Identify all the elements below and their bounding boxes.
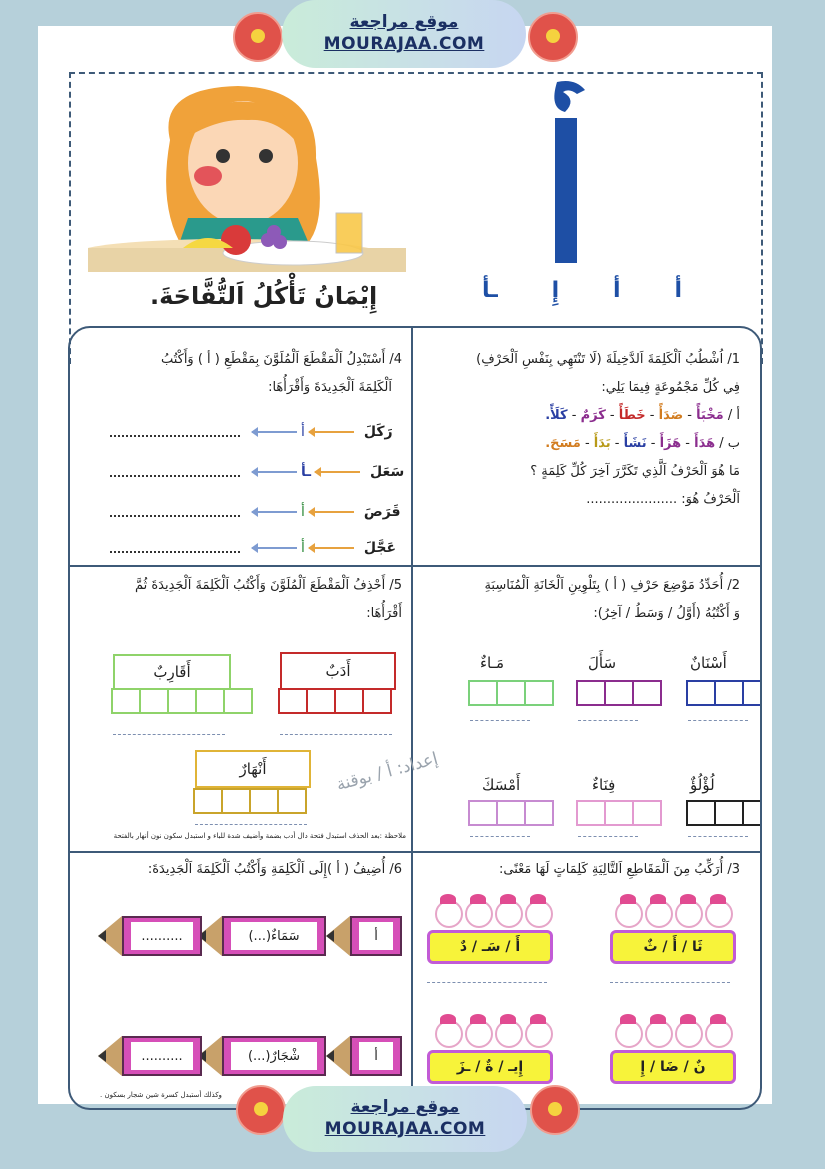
position-boxes[interactable]	[470, 800, 554, 826]
site-name-en: MOURAJAA.COM	[324, 1119, 486, 1139]
position-word: أَمْسَكَ	[482, 776, 521, 794]
author-watermark: إعداد: أ / بوقنة	[334, 748, 441, 796]
site-logo-icon	[236, 1085, 286, 1135]
exercise-1-question: مَا هُوَ اَلْحَرْفُ اَلَّذِي تَكَرَّرَ آخِرَ كُلِّ كَلِمَةٍ ؟	[530, 464, 740, 479]
word[interactable]: صَدَأً	[658, 408, 684, 423]
letter-boxes[interactable]	[195, 788, 307, 814]
word[interactable]: مَسَحَ.	[545, 436, 581, 451]
exercise-1-row-b: ب / هَدَأَ - هَزَأَ - نَشَأَ - بَدَأَ - مَسَحَ.	[545, 436, 740, 451]
position-boxes[interactable]	[470, 680, 554, 706]
word[interactable]: كَرَمٌ	[580, 408, 606, 423]
pencil-card: (...)شْجَارٌ	[198, 1036, 326, 1076]
exercise-4-subtitle: اَلْكَلِمَةَ اَلْجَدِيدَةَ وَأَقْرَأُهَا:	[268, 380, 392, 395]
exercise-1	[422, 346, 740, 514]
answer-line[interactable]	[610, 982, 730, 983]
position-word: لُؤْلُؤٌ	[690, 776, 715, 794]
exercise-1-subtitle: فِي كُلِّ مَجْمُوعَةٍ فِيمَا يَلِي:	[601, 380, 740, 395]
position-boxes[interactable]	[578, 800, 662, 826]
exercise-5	[82, 572, 402, 628]
exercise-4	[82, 346, 402, 402]
site-banner-top[interactable]	[282, 0, 526, 68]
source-word: سَعَلَ	[370, 464, 405, 480]
answer-line[interactable]	[578, 720, 638, 721]
answer-line[interactable]	[110, 543, 240, 553]
kitty-decoration	[435, 1020, 553, 1048]
word[interactable]: نَشَأَ	[623, 436, 647, 451]
arrow-icon	[309, 511, 354, 513]
position-boxes[interactable]	[688, 680, 762, 706]
syllable-box: إِيـ / ةٌ / ـزَ	[427, 1050, 553, 1084]
exercises-grid	[68, 326, 762, 1110]
syllable-box: ثَا / أَ / ثٌ	[610, 930, 736, 964]
answer-line[interactable]	[195, 824, 307, 825]
letter-form: ـأ	[482, 278, 498, 303]
delete-word-box: أَدَبٌ	[280, 652, 396, 690]
kitty-decoration	[615, 1020, 733, 1048]
answer-line[interactable]	[688, 720, 748, 721]
arrow-icon	[315, 471, 360, 473]
exercise-2-title: 2/ أُحَدِّدُ مَوْضِعَ حَرْفِ ( أ ) بِتَلْوِينِ اَلْخَانَةِ اَلْمُنَاسِبَةِ	[484, 578, 740, 593]
kitty-decoration	[615, 900, 733, 928]
answer-line[interactable]	[113, 734, 225, 735]
arrow-icon	[309, 547, 354, 549]
kitty-decoration	[435, 900, 553, 928]
word[interactable]: مَخْبَأً	[696, 408, 724, 423]
exercise-6	[82, 856, 402, 884]
answer-line[interactable]	[578, 836, 638, 837]
replace-row: أ رَكَلَ	[110, 424, 393, 440]
big-letter-alif	[535, 78, 615, 268]
arrow-icon	[252, 471, 297, 473]
position-word: فِنَاءٌ	[592, 776, 616, 794]
site-logo-icon	[528, 12, 578, 62]
replace-row: أ عَجَّلَ	[110, 540, 396, 556]
site-banner-bottom[interactable]	[283, 1086, 527, 1152]
exercise-1-answer[interactable]: اَلْحَرْفُ هُوَ: ......................	[586, 492, 740, 507]
site-name-en: MOURAJAA.COM	[323, 34, 485, 54]
exercise-3-title: 3/ أُرَكِّبُ مِنَ اَلْمَقَاطِعِ اَلتَّالِيَةِ كَلِمَاتٍ لَهَا مَعْنًى:	[499, 862, 740, 877]
arrow-icon	[252, 431, 297, 433]
source-word: رَكَلَ	[363, 424, 393, 440]
site-logo-icon	[233, 12, 283, 62]
exercise-5-note: ملاحظة :بعد الحذف استبدل فتحة دال أدب بضمة وأضيف شدة للباء و استبدل سكون نون أنهار بالفتحة	[113, 832, 406, 840]
position-boxes[interactable]	[688, 800, 762, 826]
exercise-5-title: 5/ أَحْذِفُ اَلْمَقْطَعَ اَلْمُلَوَّنَ وَأَكْتُبُ اَلْكَلِمَةَ اَلْجَدِيدَةَ ثُمَّ	[134, 578, 402, 593]
pencil-card: ..........	[98, 916, 202, 956]
divider	[70, 565, 760, 567]
letter-form: إِ	[551, 278, 560, 303]
position-word: مَـاءٌ	[480, 654, 505, 672]
word[interactable]: بَدَأَ	[593, 436, 611, 451]
girl-eating-apple-illustration	[88, 78, 406, 272]
site-logo-icon	[530, 1085, 580, 1135]
pencil-card: ..........	[98, 1036, 202, 1076]
exercise-2	[422, 572, 740, 628]
syllable-box: أَ / سَـ / دٌ	[427, 930, 553, 964]
site-name-ar: موقع مراجعة	[349, 12, 459, 32]
answer-line[interactable]	[427, 982, 547, 983]
source-word: قَرَصَ	[363, 504, 401, 520]
letter-form: أ	[674, 278, 682, 303]
answer-line[interactable]	[688, 836, 748, 837]
arrow-icon	[252, 511, 297, 513]
exercise-3	[422, 856, 740, 884]
exercise-2-subtitle: وَ أَكْتُبُهُ (أَوَّلُ / وَسَطُ / آخِرُ):	[593, 606, 740, 621]
arrow-icon	[252, 547, 297, 549]
answer-line[interactable]	[470, 720, 530, 721]
exercise-6-title: 6/ أُضِيفُ ( أ )إِلَى اَلْكَلِمَةِ وَأَكْتُبُ اَلْكَلِمَةَ اَلْجَدِيدَةَ:	[147, 862, 402, 877]
site-name-ar: موقع مراجعة	[350, 1097, 460, 1117]
position-boxes[interactable]	[578, 680, 662, 706]
replace-row: أ قَرَصَ	[110, 504, 401, 520]
answer-line[interactable]	[110, 467, 240, 477]
exercise-5-subtitle: أَقْرَأُهَا:	[366, 606, 402, 621]
word[interactable]: كَلَأً.	[545, 408, 568, 423]
header-sentence: إِيْمَانُ تَأْكُلُ اَلتُّفَّاحَةَ.	[150, 282, 378, 310]
letter-forms	[482, 278, 682, 303]
word[interactable]: خَطَأً	[618, 408, 646, 423]
exercise-1-title: 1/ اُشْطُبُ اَلْكَلِمَةَ اَلدَّخِيلَةَ (لَا تَنْتَهِي بِنَفْسِ اَلْحَرْفِ)	[476, 352, 740, 367]
letter-form: أ	[613, 278, 621, 303]
replace-row: ـأ سَعَلَ	[110, 464, 404, 480]
exercise-1-row-a: أ / مَخْبَأً - صَدَأً - خَطَأً - كَرَمٌ - كَلَأً.	[545, 408, 740, 423]
answer-line[interactable]	[470, 836, 530, 837]
position-word: سَأَلَ	[588, 654, 617, 672]
word[interactable]: هَزَأَ	[659, 436, 682, 451]
position-word: أَسْنَانٌ	[690, 654, 727, 672]
pencil-card: أ	[326, 1036, 402, 1076]
source-word: عَجَّلَ	[363, 540, 397, 556]
divider	[411, 328, 413, 1108]
word[interactable]: هَدَأَ	[694, 436, 716, 451]
syllable-box: نٌ / ضَا / إِ	[610, 1050, 736, 1084]
pencil-card: (...)سَمَاءٌ	[198, 916, 326, 956]
answer-line[interactable]	[280, 734, 392, 735]
delete-word-box: أَنْهَارٌ	[195, 750, 311, 788]
letter-boxes[interactable]	[113, 688, 253, 714]
letter-boxes[interactable]	[280, 688, 392, 714]
exercise-4-title: 4/ أَسْتَبْدِلُ اَلْمَقْطَعَ اَلْمُلَوَّنَ بِمَقْطَعِ ( أ ) وَأَكْتُبُ	[160, 352, 402, 367]
answer-line[interactable]	[110, 507, 240, 517]
exercise-6-note: وكذلك أستبدل كسرة شين شجار بسكون .	[100, 1091, 222, 1099]
pencil-card: أ	[326, 916, 402, 956]
divider	[70, 851, 760, 853]
delete-word-box: أَقَارِبٌ	[113, 654, 231, 690]
arrow-icon	[309, 431, 354, 433]
answer-line[interactable]	[110, 427, 240, 437]
